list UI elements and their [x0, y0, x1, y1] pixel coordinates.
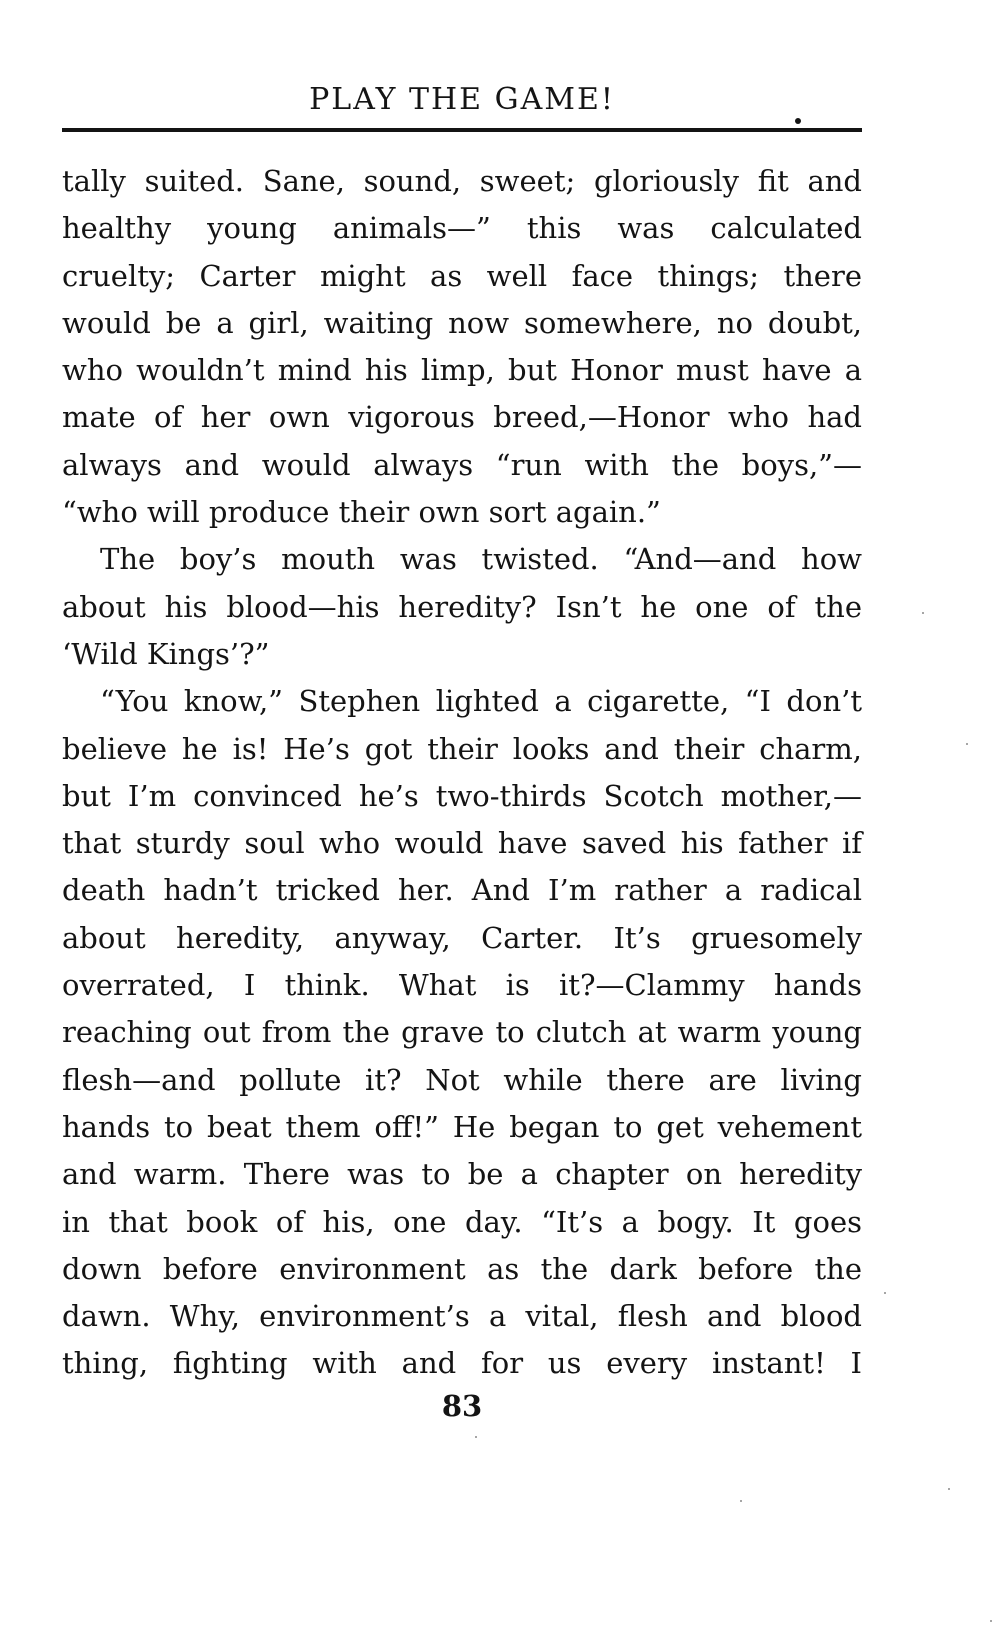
- paper-speck: [966, 743, 968, 745]
- paper-speck: [948, 1488, 950, 1490]
- body-text: [62, 158, 862, 1388]
- paper-speck: [740, 1500, 742, 1502]
- header-rule: [62, 128, 862, 132]
- text-line: cruelty; Carter might as well face things; there: [62, 258, 862, 293]
- text-line: death hadn’t tricked her. And I’m rather a radical: [62, 873, 862, 908]
- text-line: mate of her own vigorous breed,—Honor who had: [62, 400, 862, 435]
- text-line: and warm. There was to be a chapter on heredity: [62, 1157, 862, 1192]
- text-line: would be a girl, waiting now somewhere, no doubt,: [62, 305, 862, 340]
- paper-speck: [990, 1620, 992, 1622]
- text-line: “who will produce their own sort again.”: [62, 495, 661, 530]
- text-line: who wouldn’t mind his limp, but Honor must have a: [62, 353, 862, 388]
- running-title: PLAY THE GAME!: [309, 82, 615, 117]
- page-number: 83: [441, 1389, 483, 1423]
- text-line: ‘Wild Kings’?”: [62, 636, 270, 671]
- text-line: dawn. Why, environment’s a vital, flesh and blood: [62, 1299, 862, 1334]
- text-line: believe he is! He’s got their looks and their charm,: [62, 731, 862, 766]
- text-line: in that book of his, one day. “It’s a bogy. It goes: [62, 1204, 862, 1239]
- paper-speck: [475, 1436, 477, 1438]
- paper-speck: [884, 1292, 886, 1294]
- text-line: “You know,” Stephen lighted a cigarette, “I don’t: [100, 684, 862, 719]
- text-line: healthy young animals—” this was calculated: [62, 211, 862, 246]
- text-line: that sturdy soul who would have saved his father if: [62, 826, 862, 861]
- text-line: hands to beat them off!” He began to get vehement: [62, 1109, 862, 1144]
- text-line: about his blood—his heredity? Isn’t he one of the: [62, 589, 862, 624]
- ink-dot: [795, 118, 801, 124]
- text-line: down before environment as the dark before the: [62, 1251, 862, 1286]
- text-line: thing, fighting with and for us every instant! I: [62, 1346, 862, 1381]
- text-line: about heredity, anyway, Carter. It’s gruesomely: [62, 920, 862, 955]
- text-line: but I’m convinced he’s two-thirds Scotch mother,—: [62, 778, 862, 813]
- paper-speck: [922, 612, 924, 614]
- text-line: flesh—and pollute it? Not while there are living: [62, 1062, 862, 1097]
- text-line: tally suited. Sane, sound, sweet; gloriously fit and: [62, 164, 862, 198]
- text-line: overrated, I think. What is it?—Clammy hands: [62, 968, 862, 1003]
- text-line: always and would always “run with the boys,”—: [62, 447, 862, 482]
- text-line: reaching out from the grave to clutch at warm young: [62, 1015, 862, 1050]
- text-line: The boy’s mouth was twisted. “And—and how: [100, 542, 862, 577]
